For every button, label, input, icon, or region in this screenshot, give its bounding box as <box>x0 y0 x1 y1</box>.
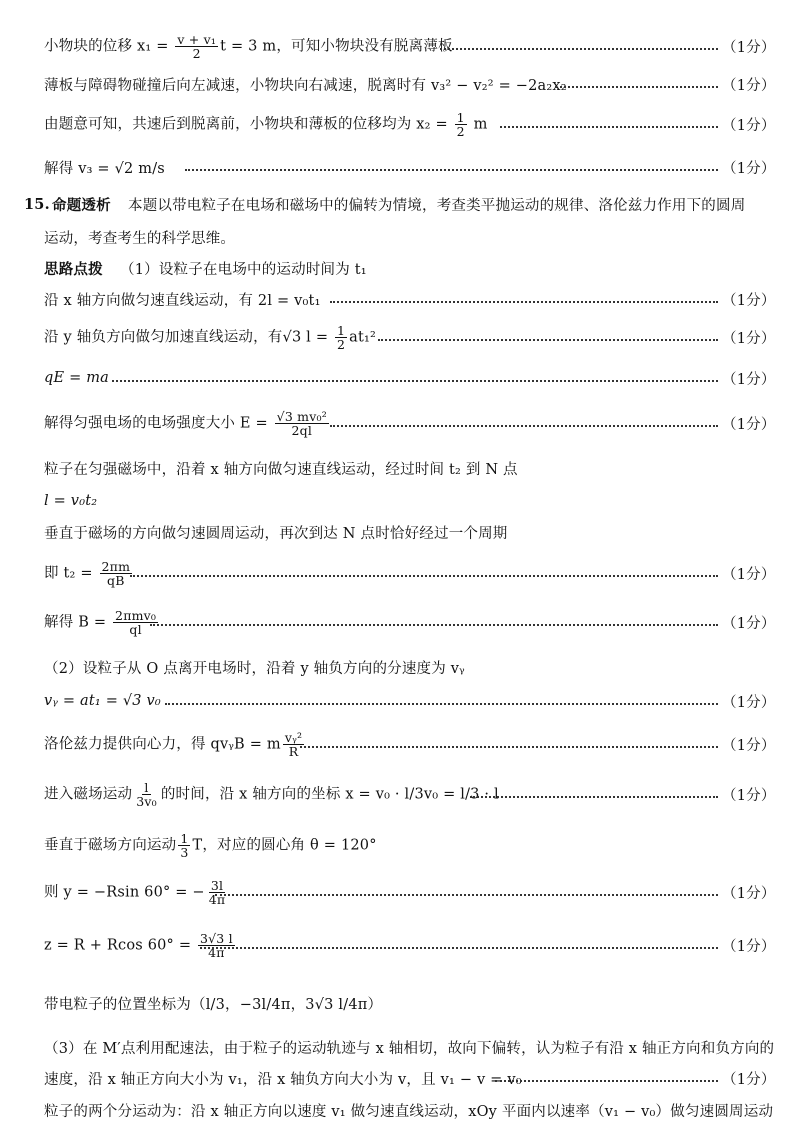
text-line <box>0 829 800 861</box>
leader-dots <box>330 425 718 427</box>
answer-line <box>0 362 800 394</box>
score-label: （1分） <box>722 566 776 583</box>
score-label: （1分） <box>722 77 776 94</box>
leader-dots <box>300 746 718 748</box>
answer-line <box>0 1062 800 1094</box>
leader-dots <box>200 947 718 949</box>
fraction: $\frac{l}{\text{3v₀}}$ <box>136 779 157 809</box>
line-text: （2）设粒子从 O 点离开电场时，沿着 y 轴负方向的分速度为 vᵧ <box>44 660 465 677</box>
answer-line <box>0 685 800 717</box>
score-label: （1分） <box>722 330 776 347</box>
leader-dots <box>555 86 718 88</box>
line-text: 解得匀强电场的电场强度大小 E = $\frac{\text{√3 mv₀²}}{2ql}$ <box>44 408 327 438</box>
line-text: 运动，考查考生的科学思维。 <box>44 230 236 247</box>
fraction: $\frac{1}{2}$ <box>337 322 346 352</box>
line-text: 由题意可知，共速后到脱离前，小物块和薄板的位移均为 x₂ = $\frac{1}{2}$ m <box>44 109 488 139</box>
answer-line <box>0 407 800 439</box>
score-label: （1分） <box>722 117 776 134</box>
answer-line <box>0 778 800 810</box>
leader-dots <box>500 126 718 128</box>
score-label: （1分） <box>722 1071 776 1088</box>
fraction: $\frac{\text{√3 mv₀²}}{2ql}$ <box>276 408 327 438</box>
fraction: $\frac{3l}{4\pi}$ <box>208 877 226 907</box>
score-label: （1分） <box>722 39 776 56</box>
score-label: （1分） <box>722 615 776 632</box>
section-head: 思路点拨 <box>44 260 103 278</box>
line-text: 解得 v₃ = √2 m/s <box>44 160 165 177</box>
score-label: （1分） <box>722 737 776 754</box>
line-text: 速度，沿 x 轴正方向大小为 v₁，沿 x 轴负方向大小为 v，且 v₁ − v = v₀ <box>44 1071 522 1088</box>
leader-dots <box>378 339 718 341</box>
line-text: 小物块的位移 x₁ = $\frac{\text{v + v₁}}{2}$ t = 3 m，可知小物块没有脱离薄板 <box>44 31 453 61</box>
question-header <box>0 188 800 220</box>
leader-dots <box>150 624 718 626</box>
answer-line <box>0 929 800 961</box>
fraction: $\frac{1}{2}$ <box>456 109 465 139</box>
line-text: z = R + Rcos 60° = $\frac{3√3 l}{4\pi}$ <box>44 930 233 960</box>
text-line <box>0 651 800 683</box>
line-text: 沿 x 轴方向做匀速直线运动，有 2l = v₀t₁ <box>44 292 321 309</box>
fraction: $\frac{2\pi m}{qB}$ <box>101 558 131 588</box>
line-text: 进入磁场运动 $\frac{l}{\text{3v₀}}$ 的时间，沿 x 轴方向的坐标 x = v₀ · l/3v₀ = l/3 · l <box>44 779 499 809</box>
line-text: 解得 B = $\frac{\text{2πmv₀}}{ql}$ <box>44 607 157 637</box>
text-line <box>0 1031 800 1063</box>
score-label: （1分） <box>722 694 776 711</box>
answer-line <box>0 557 800 589</box>
leader-dots <box>130 575 718 577</box>
text-line <box>0 1094 800 1126</box>
answer-line <box>0 728 800 760</box>
line-text: vᵧ = at₁ = √3 v₀ <box>44 693 161 709</box>
line-text: 垂直于磁场方向运动 $\frac{1}{3}$ T，对应的圆心角 θ = 120° <box>44 830 377 860</box>
line-text: 带电粒子的位置坐标为（l/3，−3l/4π，3√3 l/4π） <box>44 996 383 1013</box>
line-text: （3）在 M′点利用配速法，由于粒子的运动轨迹与 x 轴相切，故向下偏转，认为粒子有沿 x 轴正方向和负方向的 <box>44 1040 775 1057</box>
score-label: （1分） <box>722 371 776 388</box>
leader-dots <box>185 169 718 171</box>
leader-dots <box>165 703 718 705</box>
fraction: $\frac{\text{v + v₁}}{2}$ <box>177 31 217 61</box>
answer-line <box>0 108 800 140</box>
fraction: $\frac{\text{vᵧ²}}{R}$ <box>284 729 303 759</box>
answer-line <box>0 30 800 62</box>
line-text: qE = ma <box>44 370 110 386</box>
text-line <box>0 987 800 1019</box>
score-label: （1分） <box>722 787 776 804</box>
score-label: （1分） <box>722 416 776 433</box>
line-text: 则 y = −Rsin 60° = − $\frac{3l}{4\pi}$ <box>44 877 226 907</box>
text-line <box>0 452 800 484</box>
score-label: （1分） <box>722 885 776 902</box>
line-text: 粒子的两个分运动为：沿 x 轴正方向以速度 v₁ 做匀速直线运动，xOy 平面内以速率（v₁ − v₀）做匀速圆周运动 <box>44 1103 774 1120</box>
line-text: 即 t₂ = $\frac{2\pi m}{qB}$ <box>44 558 131 588</box>
line-text: 粒子在匀强磁场中，沿着 x 轴方向做匀速直线运动，经过时间 t₂ 到 N 点 <box>44 461 518 478</box>
leader-dots <box>440 48 718 50</box>
leader-dots <box>495 1080 718 1082</box>
leader-dots <box>215 894 718 896</box>
line-text: 垂直于磁场的方向做匀速圆周运动，再次到达 N 点时恰好经过一个周期 <box>44 525 508 542</box>
text-line <box>0 221 800 253</box>
fraction: $\frac{1}{3}$ <box>180 830 189 860</box>
section-head: 命题透析 <box>52 196 111 214</box>
answer-line <box>0 606 800 638</box>
fraction: $\frac{\text{2πmv₀}}{ql}$ <box>115 607 157 637</box>
score-label: （1分） <box>722 292 776 309</box>
fraction: $\frac{3√3 l}{4\pi}$ <box>199 930 233 960</box>
line-text: （1）设粒子在电场中的运动时间为 t₁ <box>120 261 367 278</box>
answer-line <box>0 876 800 908</box>
question-number: 15. <box>24 195 50 213</box>
line-text: l = v₀t₂ <box>44 493 98 509</box>
line-text: 薄板与障碍物碰撞后向左减速，小物块向右减速，脱离时有 v₃² − v₂² = −2a₂x₂ <box>44 77 567 94</box>
answer-line <box>0 321 800 353</box>
text-line <box>0 516 800 548</box>
line-text: 沿 y 轴负方向做匀加速直线运动，有√3 l = $\frac{1}{2}$ at₁² <box>44 322 377 352</box>
answer-line <box>0 151 800 183</box>
leader-dots <box>112 380 718 382</box>
line-text: 本题以带电粒子在电场和磁场中的偏转为情境，考查类平抛运动的规律、洛伦兹力作用下的圆周 <box>128 197 746 214</box>
score-label: （1分） <box>722 160 776 177</box>
line-text: 洛伦兹力提供向心力，得 qvᵧB = m $\frac{\text{vᵧ²}}{R}$ <box>44 729 303 759</box>
leader-dots <box>470 796 718 798</box>
answer-line <box>0 283 800 315</box>
leader-dots <box>330 301 718 303</box>
text-line <box>0 252 800 284</box>
score-label: （1分） <box>722 938 776 955</box>
text-line <box>0 485 800 517</box>
answer-line <box>0 68 800 100</box>
